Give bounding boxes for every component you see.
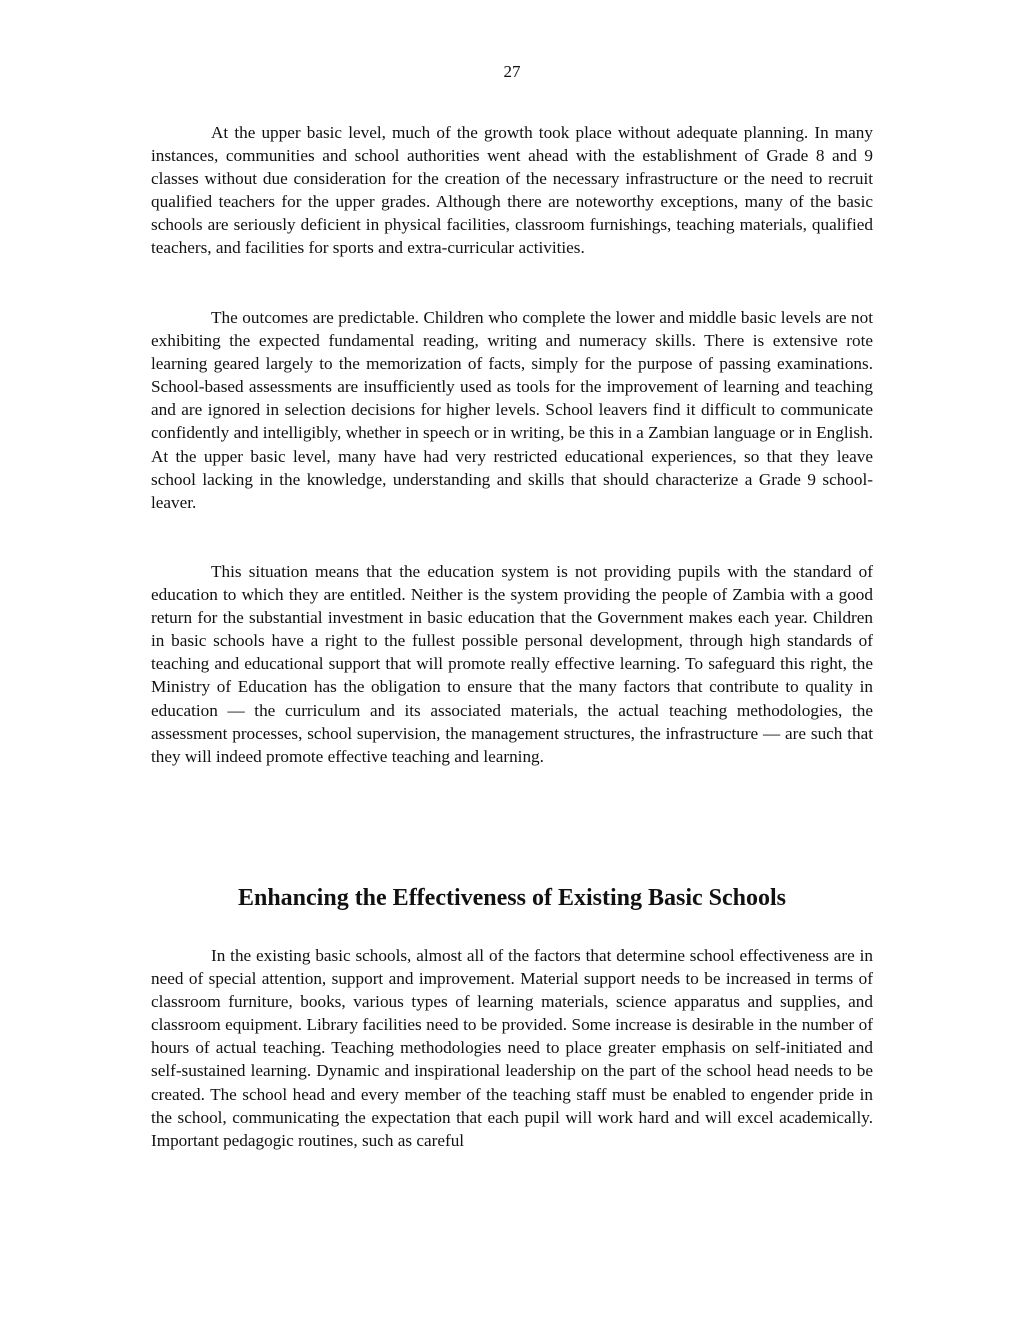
paragraph-situation: This situation means that the education system is not providing pupils with the standard of education to which they are entitled. Neither is the system providing the people of Zambia with a good return for the substantial investment in basic education that the Government makes each year. Children in basic schools have a right to the fullest possible personal development, through high standards of teaching and educational support that will promote really effective learning. To safeguard this right, the Ministry of Education has the obligation to ensure that the many factors that contribute to quality in education — the curriculum and its associated materials, the actual teaching methodologies, the assessment processes, school supervision, the management structures, the infrastructure — are such that they will indeed promote effective teaching and learning. — [151, 562, 873, 766]
section-heading: Enhancing the Effectiveness of Existing Basic Schools — [237, 885, 787, 911]
page-number: 27 — [503, 62, 521, 81]
paragraph-outcomes: The outcomes are predictable. Children who complete the lower and middle basic levels are not exhibiting the expected fundamental reading, writing and numeracy skills. There is extensive rote learning geared largely to the memorization of facts, simply for the purpose of passing examinations. School-based assessments are insufficiently used as tools for the improvement of learning and teaching and are ignored in selection decisions for higher levels. School leavers find it difficult to communicate confidently and intelligibly, whether in speech or in writing, be this in a Zambian language or in English. At the upper basic level, many have had very restricted educational experiences, so that they leave school lacking in the knowledge, understanding and skills that should characterize a Grade 9 school-leaver. — [151, 308, 873, 512]
paragraph-upper-basic-growth: At the upper basic level, much of the growth took place without adequate planning. In many instances, communities and school authorities went ahead with the establishment of Grade 8 and 9 classes without due consideration for the creation of the necessary infrastructure or the need to recruit qualified teachers for the upper grades. Although there are noteworthy exceptions, many of the basic schools are seriously deficient in physical facilities, classroom furnishings, teaching materials, qualified teachers, and facilities for sports and extra-curricular activities. — [151, 123, 873, 258]
paragraph-existing-basic-schools: In the existing basic schools, almost all of the factors that determine school effectiveness are in need of special attention, support and improvement. Material support needs to be increased in terms of classroom furniture, books, various types of learning materials, science apparatus and supplies, and classroom equipment. Library facilities need to be provided. Some increase is desirable in the number of hours of actual teaching. Teaching methodologies need to place greater emphasis on self-initiated and self-sustained learning. Dynamic and inspirational leadership on the part of the school head needs to be created. The school head and every member of the teaching staff must be enabled to engender pride in the school, communicating the expectation that each pupil will work hard and will excel academically. Important pedagogic routines, such as careful — [151, 946, 873, 1150]
